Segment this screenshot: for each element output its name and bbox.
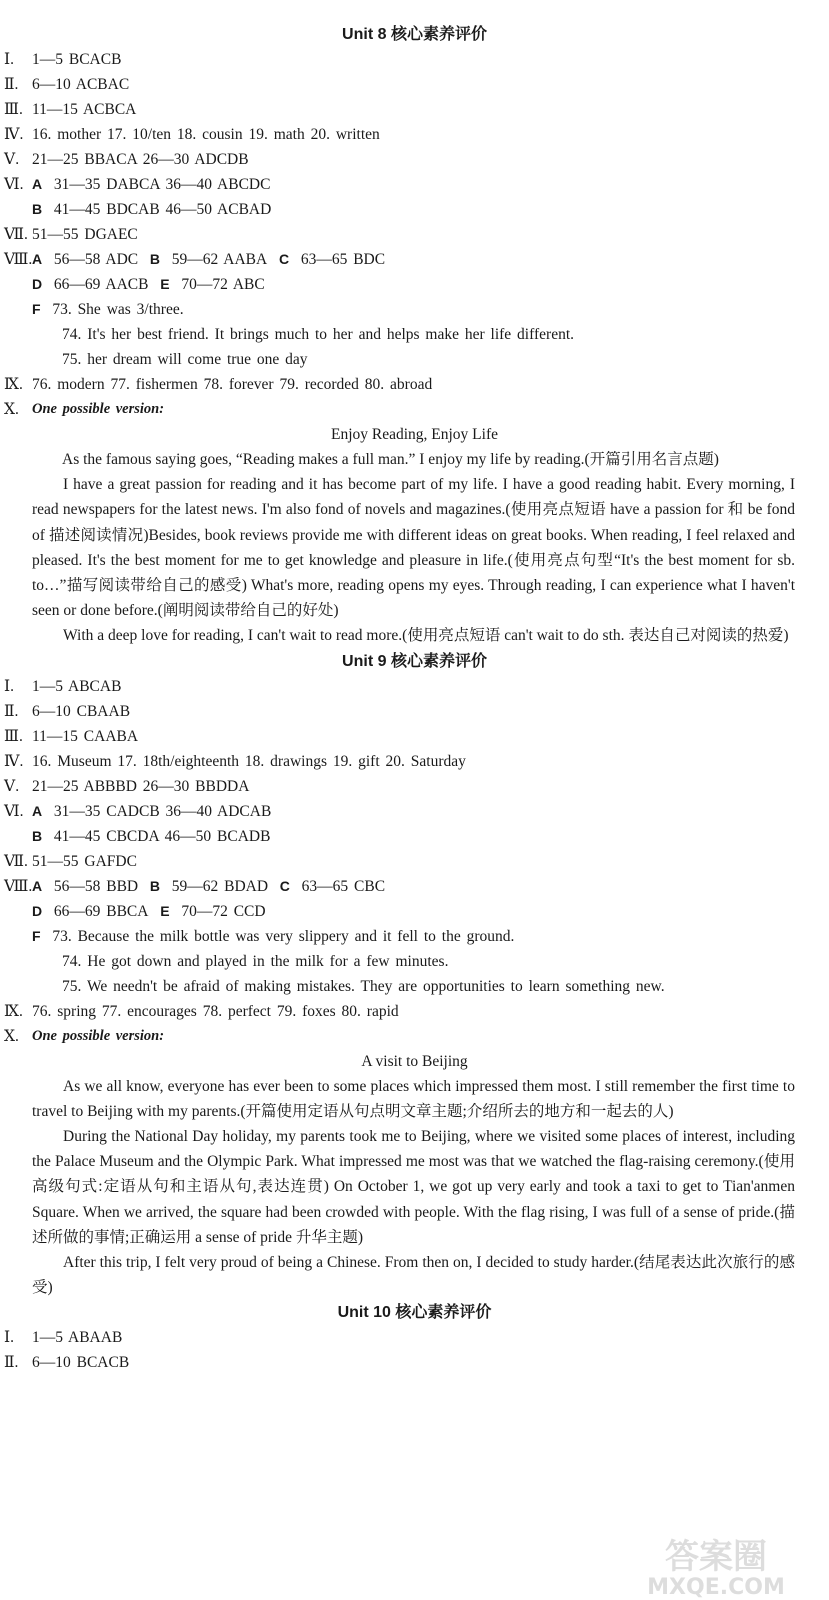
unit8-essay-title: Enjoy Reading, Enjoy Life bbox=[330, 426, 499, 443]
unit9-essay-p2: During the National Day holiday, my parents took me to Beijing, where we visited some places of interest, including the Palace Museum and the Olympic Park. What impressed me most was that we watched the flag-raising ceremony.(使用高级句式:定语从句和主语从句,表达连贯) On October 1, we got up very early and took a taxi to get to Tian'anmen Square. When we arrived, the square had been crowded with people. With the flag rising, I was full of a sense of pride.(描述所做的事情;正确运用 a sense of pride 升华主题) bbox=[32, 1128, 795, 1246]
unit8-row-2: Ⅱ. 6—10 ACBAC bbox=[4, 76, 130, 93]
unit9-viii-de: D 66—69 BBCA E 70—72 CCD bbox=[32, 902, 266, 920]
unit9-viii-abc: Ⅷ. A 56—58 BBD B 59—62 BDAD C 63—65 CBC bbox=[4, 877, 386, 895]
unit9-x: Ⅹ. One possible version: bbox=[4, 1027, 165, 1045]
unit8-title: Unit 8 核心素养评价 bbox=[342, 26, 487, 43]
unit8-viii-de: D 66—69 AACB E 70—72 ABC bbox=[32, 276, 265, 293]
unit9-essay-p1: As we all know, everyone has ever been to some places which impressed them most. I still remember the first time to travel to Beijing with my parents.(开篇使用定语从句点明文章主题;介绍所去的地方和一起去的人) bbox=[32, 1077, 795, 1120]
unit10-row-1: Ⅰ. 1—5 ABAAB bbox=[4, 1329, 123, 1347]
unit8-x: Ⅹ. One possible version: bbox=[4, 401, 165, 418]
unit8-vi-b: B 41—45 BDCAB 46—50 ACBAD bbox=[32, 201, 272, 218]
unit8-essay-p1: As the famous saying goes, “Reading makes a full man.” I enjoy my life by reading.(开篇引用名言点题) bbox=[62, 451, 719, 468]
unit9-vii: Ⅶ. 51—55 GAFDC bbox=[4, 852, 137, 870]
watermark-text-top: 答案圈 bbox=[665, 1537, 767, 1577]
unit9-row-5: Ⅴ. 21—25 ABBBD 26—30 BBDDA bbox=[4, 777, 250, 795]
unit9-essay-title: A visit to Beijing bbox=[361, 1052, 468, 1070]
unit8-vi-a: Ⅵ. A 31—35 DABCA 36—40 ABCDC bbox=[4, 176, 271, 193]
unit9-viii-f: F 73. Because the milk bottle was very slippery and it fell to the ground. bbox=[32, 927, 515, 945]
unit9-q74: 74. He got down and played in the milk for a few minutes. bbox=[62, 952, 449, 970]
unit10-row-2: Ⅱ. 6—10 BCACB bbox=[4, 1354, 130, 1372]
unit9-row-4: Ⅳ. 16. Museum 17. 18th/eighteenth 18. drawings 19. gift 20. Saturday bbox=[4, 752, 466, 770]
unit9-title: Unit 9 核心素养评价 bbox=[342, 652, 487, 670]
unit9-row-3: Ⅲ. 11—15 CAABA bbox=[4, 727, 139, 745]
unit8-vii: Ⅶ. 51—55 DGAEC bbox=[4, 226, 138, 243]
unit8-essay-p2: I have a great passion for reading and it has become part of my life. I have a good reading habit. Every morning, I read newspapers for the latest news. I'm also fond of novels and magazines.(使用亮点短语 have a passion for 和 be fond of 描述阅读情况)Besides, book reviews provide me with different ideas on great books. When reading, I feel relaxed and pleased. It's the best moment for me to get knowledge and pleasure in life.(使用亮点句型“It's the best moment for sb. to…”描写阅读带给自己的感受) What's more, reading opens my eyes. Through reading, I can experience what I haven't seen or done before.(阐明阅读带给自己的好处) bbox=[32, 476, 795, 620]
unit8-row-3: Ⅲ. 11—15 ACBCA bbox=[4, 101, 137, 118]
unit8-viii-f: F 73. She was 3/three. bbox=[32, 301, 184, 318]
unit9-vi-a: Ⅵ. A 31—35 CADCB 36—40 ADCAB bbox=[4, 802, 272, 820]
unit9-row-1: Ⅰ. 1—5 ABCAB bbox=[4, 677, 122, 695]
unit9-essay-p3: After this trip, I felt very proud of being a Chinese. From then on, I decided to study harder.(结尾表达此次旅行的感受) bbox=[32, 1254, 795, 1297]
unit8-viii-abc: Ⅷ. A 56—58 ADC B 59—62 AABA C 63—65 BDC bbox=[4, 251, 386, 268]
unit8-ix: Ⅸ. 76. modern 77. fishermen 78. forever 79. recorded 80. abroad bbox=[4, 376, 433, 393]
unit9-row-2: Ⅱ. 6—10 CBAAB bbox=[4, 702, 131, 720]
unit8-row-1: Ⅰ. 1—5 BCACB bbox=[4, 51, 122, 68]
unit9-vi-b: B 41—45 CBCDA 46—50 BCADB bbox=[32, 827, 271, 845]
unit10-title: Unit 10 核心素养评价 bbox=[337, 1304, 492, 1322]
unit8-essay-p3: With a deep love for reading, I can't wait to read more.(使用亮点短语 can't wait to do sth. 表达自己对阅读的热爱) bbox=[63, 627, 789, 645]
unit8-q75: 75. her dream will come true one day bbox=[62, 351, 308, 368]
watermark-logo bbox=[611, 1534, 821, 1598]
unit9-ix: Ⅸ. 76. spring 77. encourages 78. perfect 79. foxes 80. rapid bbox=[4, 1002, 399, 1020]
unit8-q74: 74. It's her best friend. It brings much to her and helps make her life different. bbox=[62, 326, 574, 343]
unit9-q75: 75. We needn't be afraid of making mistakes. They are opportunities to learn something new. bbox=[62, 977, 665, 995]
unit8-row-4: Ⅳ. 16. mother 17. 10/ten 18. cousin 19. math 20. written bbox=[4, 126, 380, 143]
unit8-row-5: Ⅴ. 21—25 BBACA 26—30 ADCDB bbox=[4, 151, 249, 168]
watermark-text-bottom: MXQE.COM bbox=[647, 1575, 785, 1598]
